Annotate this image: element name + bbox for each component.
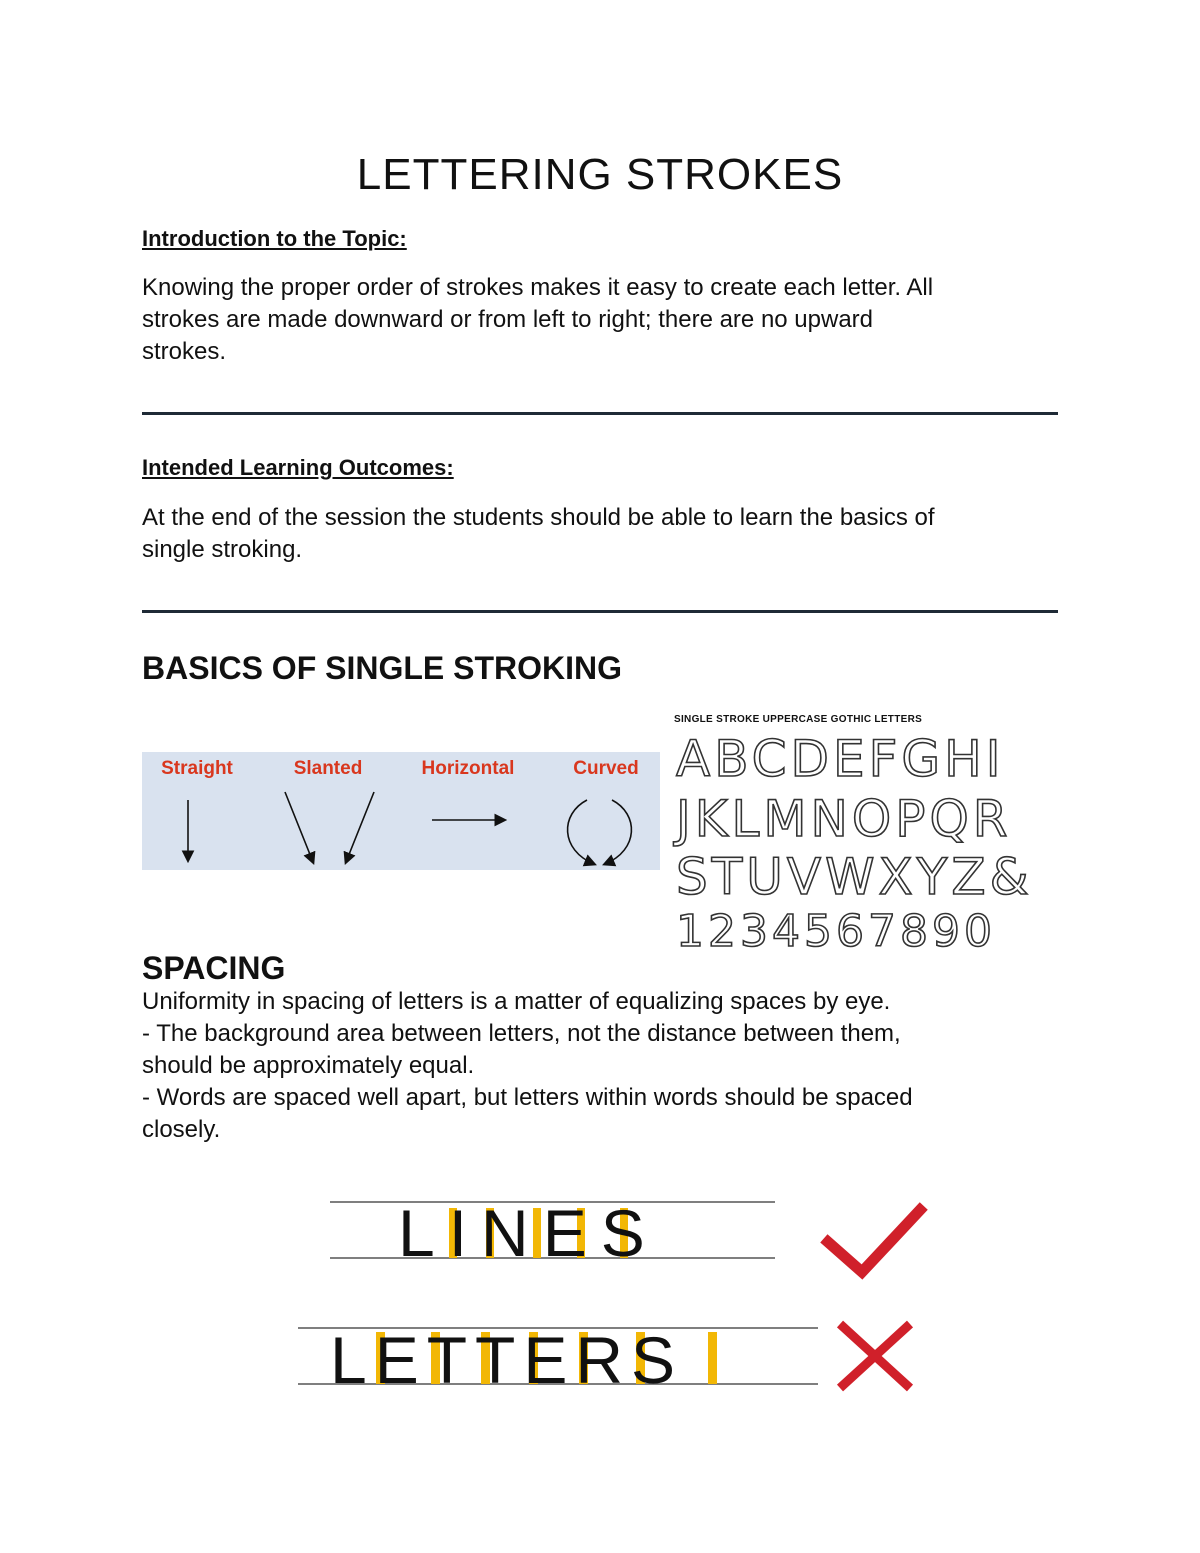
stroke-label-horizontal: Horizontal xyxy=(421,758,515,779)
intro-line: strokes are made downward or from left to right; there are no upward xyxy=(142,306,874,333)
example-word: LETTERS xyxy=(330,1323,684,1397)
alphabet-row: ABCDEFGHI xyxy=(676,730,1005,788)
cross-icon xyxy=(840,1324,910,1388)
spacing-examples xyxy=(0,1180,1200,1410)
divider xyxy=(142,412,1058,415)
intro-line: Knowing the proper order of strokes makes it easy to create each letter. All xyxy=(142,274,934,301)
stroke-label-straight: Straight xyxy=(161,758,233,779)
stroke-types-figure xyxy=(142,752,660,870)
spacing-line: Uniformity in spacing of letters is a matter of equalizing spaces by eye. xyxy=(142,988,891,1015)
outcomes-line: single stroking. xyxy=(142,536,303,563)
slanted-arrow-icon xyxy=(285,792,313,862)
intro-line: strokes. xyxy=(142,338,227,365)
outcomes-heading: Intended Learning Outcomes: xyxy=(142,455,454,480)
basics-heading: BASICS OF SINGLE STROKING xyxy=(142,650,623,686)
stroke-label-curved: Curved xyxy=(573,758,639,779)
spacing-line: should be approximately equal. xyxy=(142,1052,475,1079)
stroke-label-slanted: Slanted xyxy=(293,758,363,779)
spacing-example-good xyxy=(330,1196,775,1270)
numeral-row: 1234567890 xyxy=(676,906,996,957)
outcomes-line: At the end of the session the students should be able to learn the basics of xyxy=(142,504,935,531)
alphabet-row: STUVWXYZ& xyxy=(676,848,1033,906)
divider xyxy=(142,610,1058,613)
curved-arrow-icon xyxy=(568,800,594,864)
spacing-paragraph xyxy=(142,986,913,1146)
alphabet-row: JKLMNOPQR xyxy=(676,790,1012,848)
intro-paragraph xyxy=(142,272,933,368)
page-title: LETTERING STROKES xyxy=(356,150,844,199)
chart-caption: SINGLE STROKE UPPERCASE GOTHIC LETTERS xyxy=(674,714,923,725)
intro-heading: Introduction to the Topic: xyxy=(142,226,407,251)
spacing-line: - The background area between letters, not the distance between them, xyxy=(142,1020,901,1047)
slanted-arrow-icon xyxy=(346,792,374,862)
outcomes-paragraph xyxy=(142,502,935,566)
spacing-line: - Words are spaced well apart, but letters within words should be spaced xyxy=(142,1084,913,1111)
check-icon xyxy=(828,1210,920,1272)
gothic-letters-chart xyxy=(666,710,1168,964)
example-word: LINES xyxy=(398,1196,659,1270)
spacing-example-bad xyxy=(298,1323,818,1397)
curved-arrow-icon xyxy=(605,800,631,864)
stroke-arrows xyxy=(142,752,660,870)
spacing-line: closely. xyxy=(142,1116,221,1143)
spacing-heading: SPACING xyxy=(142,950,286,986)
